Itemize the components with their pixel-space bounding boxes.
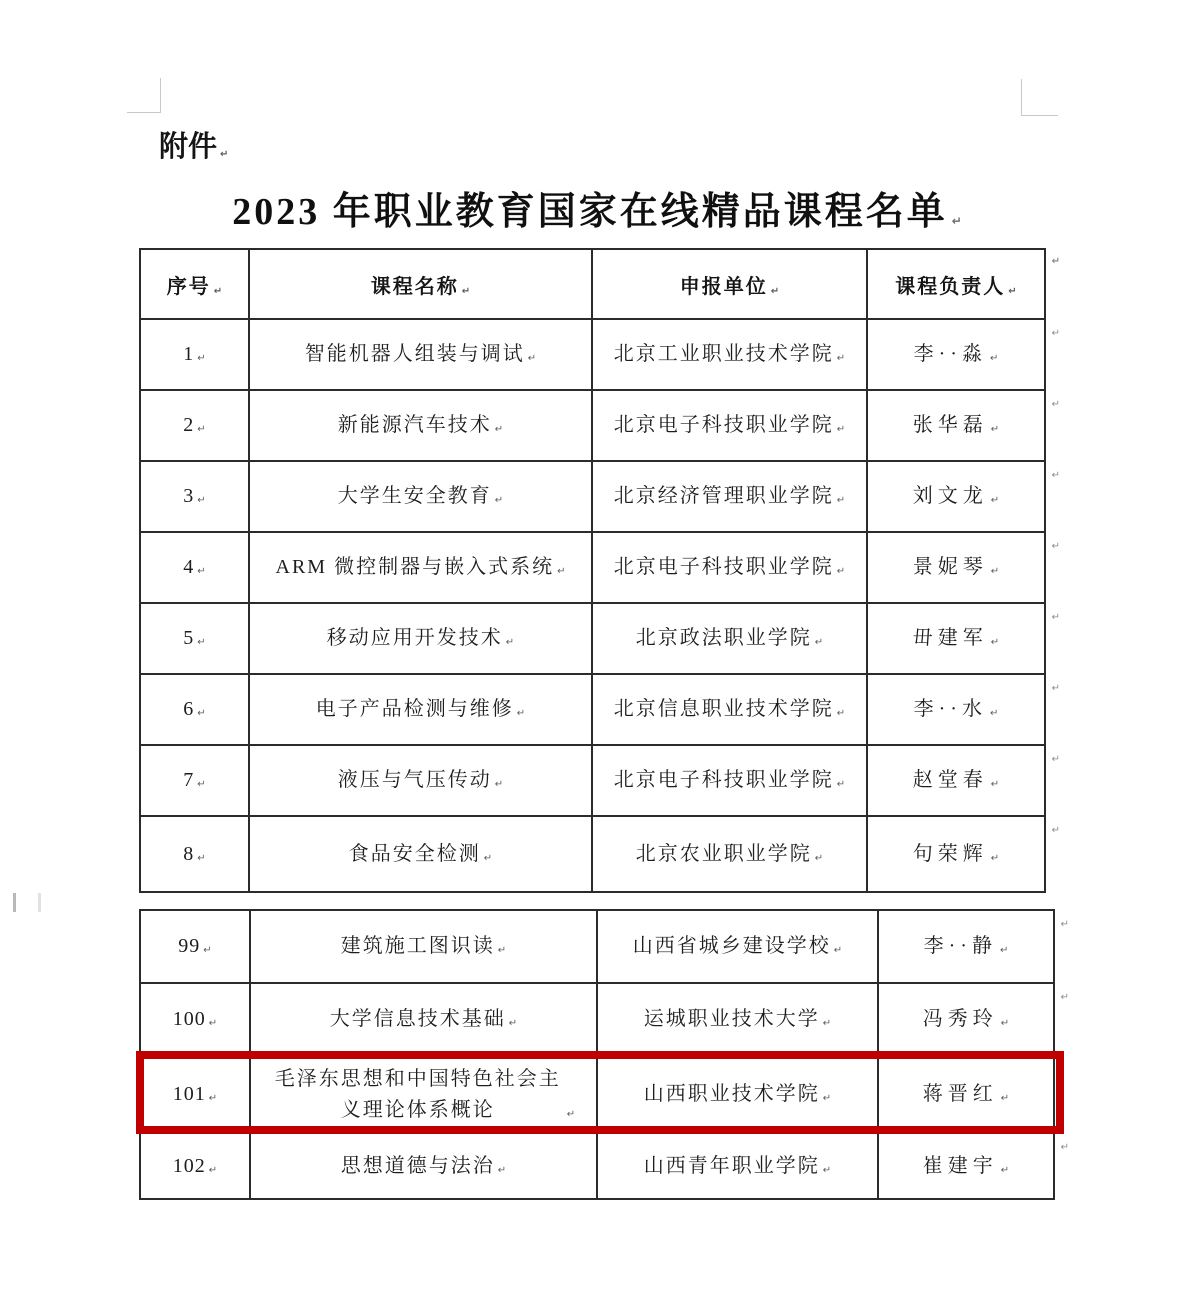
cell-course: 大学信息技术基础 ↵ — [250, 983, 597, 1056]
end-of-cell-mark-icon: ↵ — [836, 566, 846, 577]
cell-serial: 99 ↵ — [140, 910, 250, 983]
cell-serial: 102 ↵ — [140, 1133, 250, 1199]
cell-org: 山西省城乡建设学校 ↵ — [597, 910, 878, 983]
end-of-cell-mark-icon: ↵ — [990, 852, 1000, 864]
cell-org: 运城职业技术大学 ↵ — [597, 983, 878, 1056]
cell-leader: 刘文龙 ↵ ↵ — [867, 461, 1045, 532]
cell-leader: 李··淼 ↵ ↵ — [867, 319, 1045, 390]
header-leader-text: 课程负责人 — [895, 275, 1006, 298]
end-of-row-mark-icon: ↵ — [1051, 256, 1060, 267]
cell-leader: 句荣辉 ↵ ↵ — [867, 816, 1045, 892]
end-of-cell-mark-icon: ↵ — [557, 566, 566, 577]
end-of-row-mark-icon: ↵ — [1051, 612, 1060, 623]
header-course-text: 课程名称 — [370, 275, 459, 298]
end-of-cell-mark-icon: ↵ — [836, 424, 846, 435]
cell-serial: 101 ↵ — [140, 1056, 250, 1133]
cell-serial: 7 ↵ — [140, 745, 249, 816]
end-of-cell-mark-icon: ↵ — [197, 566, 206, 577]
cell-course: ARM 微控制器与嵌入式系统 ↵ — [249, 532, 592, 603]
end-of-cell-mark-icon: ↵ — [197, 353, 206, 364]
end-of-cell-mark-icon: ↵ — [516, 708, 526, 719]
end-of-cell-mark-icon: ↵ — [197, 779, 206, 790]
end-of-row-mark-icon: ↵ — [1051, 825, 1060, 836]
cell-leader: 蒋晋红 ↵ — [878, 1056, 1054, 1133]
end-of-cell-mark-icon: ↵ — [505, 637, 515, 648]
cell-leader: 张华磊 ↵ ↵ — [867, 390, 1045, 461]
table-header-row — [140, 249, 1045, 319]
table-row-highlighted — [140, 1056, 1054, 1133]
end-of-cell-mark-icon: ↵ — [990, 637, 1000, 648]
cell-leader: 崔建宇 ↵ ↵ — [878, 1133, 1054, 1199]
cell-course: 液压与气压传动 ↵ — [249, 745, 592, 816]
cell-leader: 赵堂春 ↵ ↵ — [867, 745, 1045, 816]
cell-serial: 100 ↵ — [140, 983, 250, 1056]
cell-serial: 4 ↵ — [140, 532, 249, 603]
cell-leader: 毌建军 ↵ ↵ — [867, 603, 1045, 674]
table-row — [140, 745, 1045, 816]
end-of-row-mark-icon: ↵ — [1051, 541, 1060, 552]
end-of-row-mark-icon: ↵ — [1060, 919, 1069, 930]
end-of-cell-mark-icon: ↵ — [208, 1018, 218, 1029]
cell-course: 毛泽东思想和中国特色社会主义理论体系概论 ↵ — [250, 1056, 597, 1133]
end-of-cell-mark-icon: ↵ — [208, 1164, 218, 1176]
end-of-cell-mark-icon: ↵ — [833, 945, 843, 956]
cell-course: 新能源汽车技术 ↵ — [249, 390, 592, 461]
end-of-cell-mark-icon: ↵ — [990, 779, 1000, 790]
table-row — [140, 319, 1045, 390]
cell-course: 食品安全检测 ↵ — [249, 816, 592, 892]
cell-org: 北京农业职业学院 ↵ — [592, 816, 867, 892]
page-edge-tick-2 — [38, 893, 41, 912]
cell-serial: 2 ↵ — [140, 390, 249, 461]
end-of-cell-mark-icon: ↵ — [1000, 1093, 1010, 1104]
cell-org: 山西职业技术学院 ↵ — [597, 1056, 878, 1133]
end-of-row-mark-icon: ↵ — [1051, 470, 1060, 481]
paragraph-mark-icon: ↵ — [951, 214, 962, 228]
cell-org: 北京信息职业技术学院 ↵ — [592, 674, 867, 745]
table-row — [140, 532, 1045, 603]
paragraph-mark-icon: ↵ — [220, 149, 229, 160]
end-of-cell-mark-icon: ↵ — [197, 637, 206, 648]
end-of-cell-mark-icon: ↵ — [497, 945, 507, 956]
end-of-row-mark-icon: ↵ — [1051, 399, 1060, 410]
cell-serial: 8 ↵ — [140, 816, 249, 892]
cell-course: 大学生安全教育 ↵ — [249, 461, 592, 532]
cell-serial: 6 ↵ — [140, 674, 249, 745]
end-of-cell-mark-icon: ↵ — [989, 353, 999, 364]
cell-course: 智能机器人组装与调试 ↵ — [249, 319, 592, 390]
cell-org: 北京电子科技职业学院 ↵ — [592, 532, 867, 603]
end-of-cell-mark-icon: ↵ — [770, 285, 780, 297]
end-of-row-mark-icon: ↵ — [1051, 754, 1060, 765]
cell-course: 思想道德与法治 ↵ — [250, 1133, 597, 1199]
end-of-cell-mark-icon: ↵ — [197, 708, 206, 719]
cell-org: 山西青年职业学院 ↵ — [597, 1133, 878, 1199]
cell-leader: 冯秀玲 ↵ ↵ — [878, 983, 1054, 1056]
end-of-cell-mark-icon: ↵ — [1008, 285, 1017, 297]
header-serial — [140, 249, 249, 319]
course-table-rows-1-8 — [139, 248, 1060, 893]
end-of-cell-mark-icon: ↵ — [814, 852, 824, 864]
end-of-row-mark-icon: ↵ — [1060, 1142, 1069, 1153]
document-title-text: 2023 年职业教育国家在线精品课程名单 — [232, 191, 948, 233]
end-of-cell-mark-icon: ↵ — [836, 708, 846, 719]
cell-leader: 李··水 ↵ ↵ — [867, 674, 1045, 745]
cell-serial: 3 ↵ — [140, 461, 249, 532]
course-table-rows-99-102 — [139, 909, 1069, 1200]
end-of-cell-mark-icon: ↵ — [836, 495, 846, 506]
cell-serial: 5 ↵ — [140, 603, 249, 674]
end-of-cell-mark-icon: ↵ — [814, 637, 824, 648]
attachment-label — [159, 124, 228, 165]
table-row — [140, 461, 1045, 532]
end-of-cell-mark-icon: ↵ — [197, 852, 206, 864]
cell-org: 北京政法职业学院 ↵ — [592, 603, 867, 674]
document-title — [139, 180, 1055, 235]
end-of-cell-mark-icon: ↵ — [1000, 1164, 1010, 1176]
end-of-cell-mark-icon: ↵ — [494, 495, 504, 506]
table-row — [140, 390, 1045, 461]
end-of-cell-mark-icon: ↵ — [527, 353, 537, 364]
end-of-cell-mark-icon: ↵ — [836, 353, 846, 364]
cell-org: 北京电子科技职业学院 ↵ — [592, 745, 867, 816]
end-of-cell-mark-icon: ↵ — [822, 1018, 832, 1029]
cell-serial: 1 ↵ — [140, 319, 249, 390]
table-row — [140, 983, 1054, 1056]
header-org-text: 申报单位 — [679, 275, 768, 298]
end-of-cell-mark-icon: ↵ — [836, 779, 846, 790]
cell-org: 北京工业职业技术学院 ↵ — [592, 319, 867, 390]
table-row — [140, 674, 1045, 745]
end-of-row-mark-icon: ↵ — [1051, 683, 1060, 694]
cell-org: 北京经济管理职业学院 ↵ — [592, 461, 867, 532]
end-of-cell-mark-icon: ↵ — [197, 495, 206, 506]
end-of-cell-mark-icon: ↵ — [990, 495, 1000, 506]
attachment-text: 附件 — [159, 131, 218, 163]
end-of-cell-mark-icon: ↵ — [989, 708, 999, 719]
end-of-cell-mark-icon: ↵ — [508, 1018, 518, 1029]
end-of-cell-mark-icon: ↵ — [197, 424, 206, 435]
end-of-cell-mark-icon: ↵ — [494, 424, 504, 435]
end-of-cell-mark-icon: ↵ — [461, 285, 471, 297]
end-of-cell-mark-icon: ↵ — [822, 1164, 832, 1176]
header-serial-text: 序号 — [166, 275, 211, 298]
end-of-cell-mark-icon: ↵ — [208, 1093, 218, 1104]
end-of-cell-mark-icon: ↵ — [990, 566, 1000, 577]
end-of-cell-mark-icon: ↵ — [483, 852, 493, 864]
end-of-cell-mark-icon: ↵ — [1000, 1018, 1010, 1029]
end-of-cell-mark-icon: ↵ — [566, 1108, 576, 1120]
end-of-cell-mark-icon: ↵ — [990, 424, 1000, 435]
end-of-cell-mark-icon: ↵ — [494, 779, 504, 790]
end-of-cell-mark-icon: ↵ — [497, 1164, 507, 1176]
table-row — [140, 910, 1054, 983]
cell-leader: 景妮琴 ↵ ↵ — [867, 532, 1045, 603]
header-leader — [867, 249, 1060, 319]
end-of-row-mark-icon: ↵ — [1051, 328, 1060, 339]
page-margin-mark-top-left — [127, 78, 161, 113]
table-row — [140, 1133, 1054, 1199]
header-course — [249, 249, 592, 319]
table-row — [140, 603, 1045, 674]
header-org — [592, 249, 867, 319]
cell-course: 建筑施工图识读 ↵ — [250, 910, 597, 983]
end-of-cell-mark-icon: ↵ — [822, 1093, 832, 1104]
cell-course: 移动应用开发技术 ↵ — [249, 603, 592, 674]
table-row — [140, 816, 1045, 892]
end-of-cell-mark-icon: ↵ — [999, 945, 1009, 956]
cell-leader: 李··静 ↵ ↵ — [878, 910, 1054, 983]
end-of-cell-mark-icon: ↵ — [203, 945, 212, 956]
end-of-row-mark-icon: ↵ — [1060, 992, 1069, 1003]
cell-course: 电子产品检测与维修 ↵ — [249, 674, 592, 745]
page-edge-tick-1 — [13, 893, 16, 912]
end-of-cell-mark-icon: ↵ — [213, 285, 223, 297]
cell-org: 北京电子科技职业学院 ↵ — [592, 390, 867, 461]
page-margin-mark-top-right — [1021, 79, 1058, 116]
